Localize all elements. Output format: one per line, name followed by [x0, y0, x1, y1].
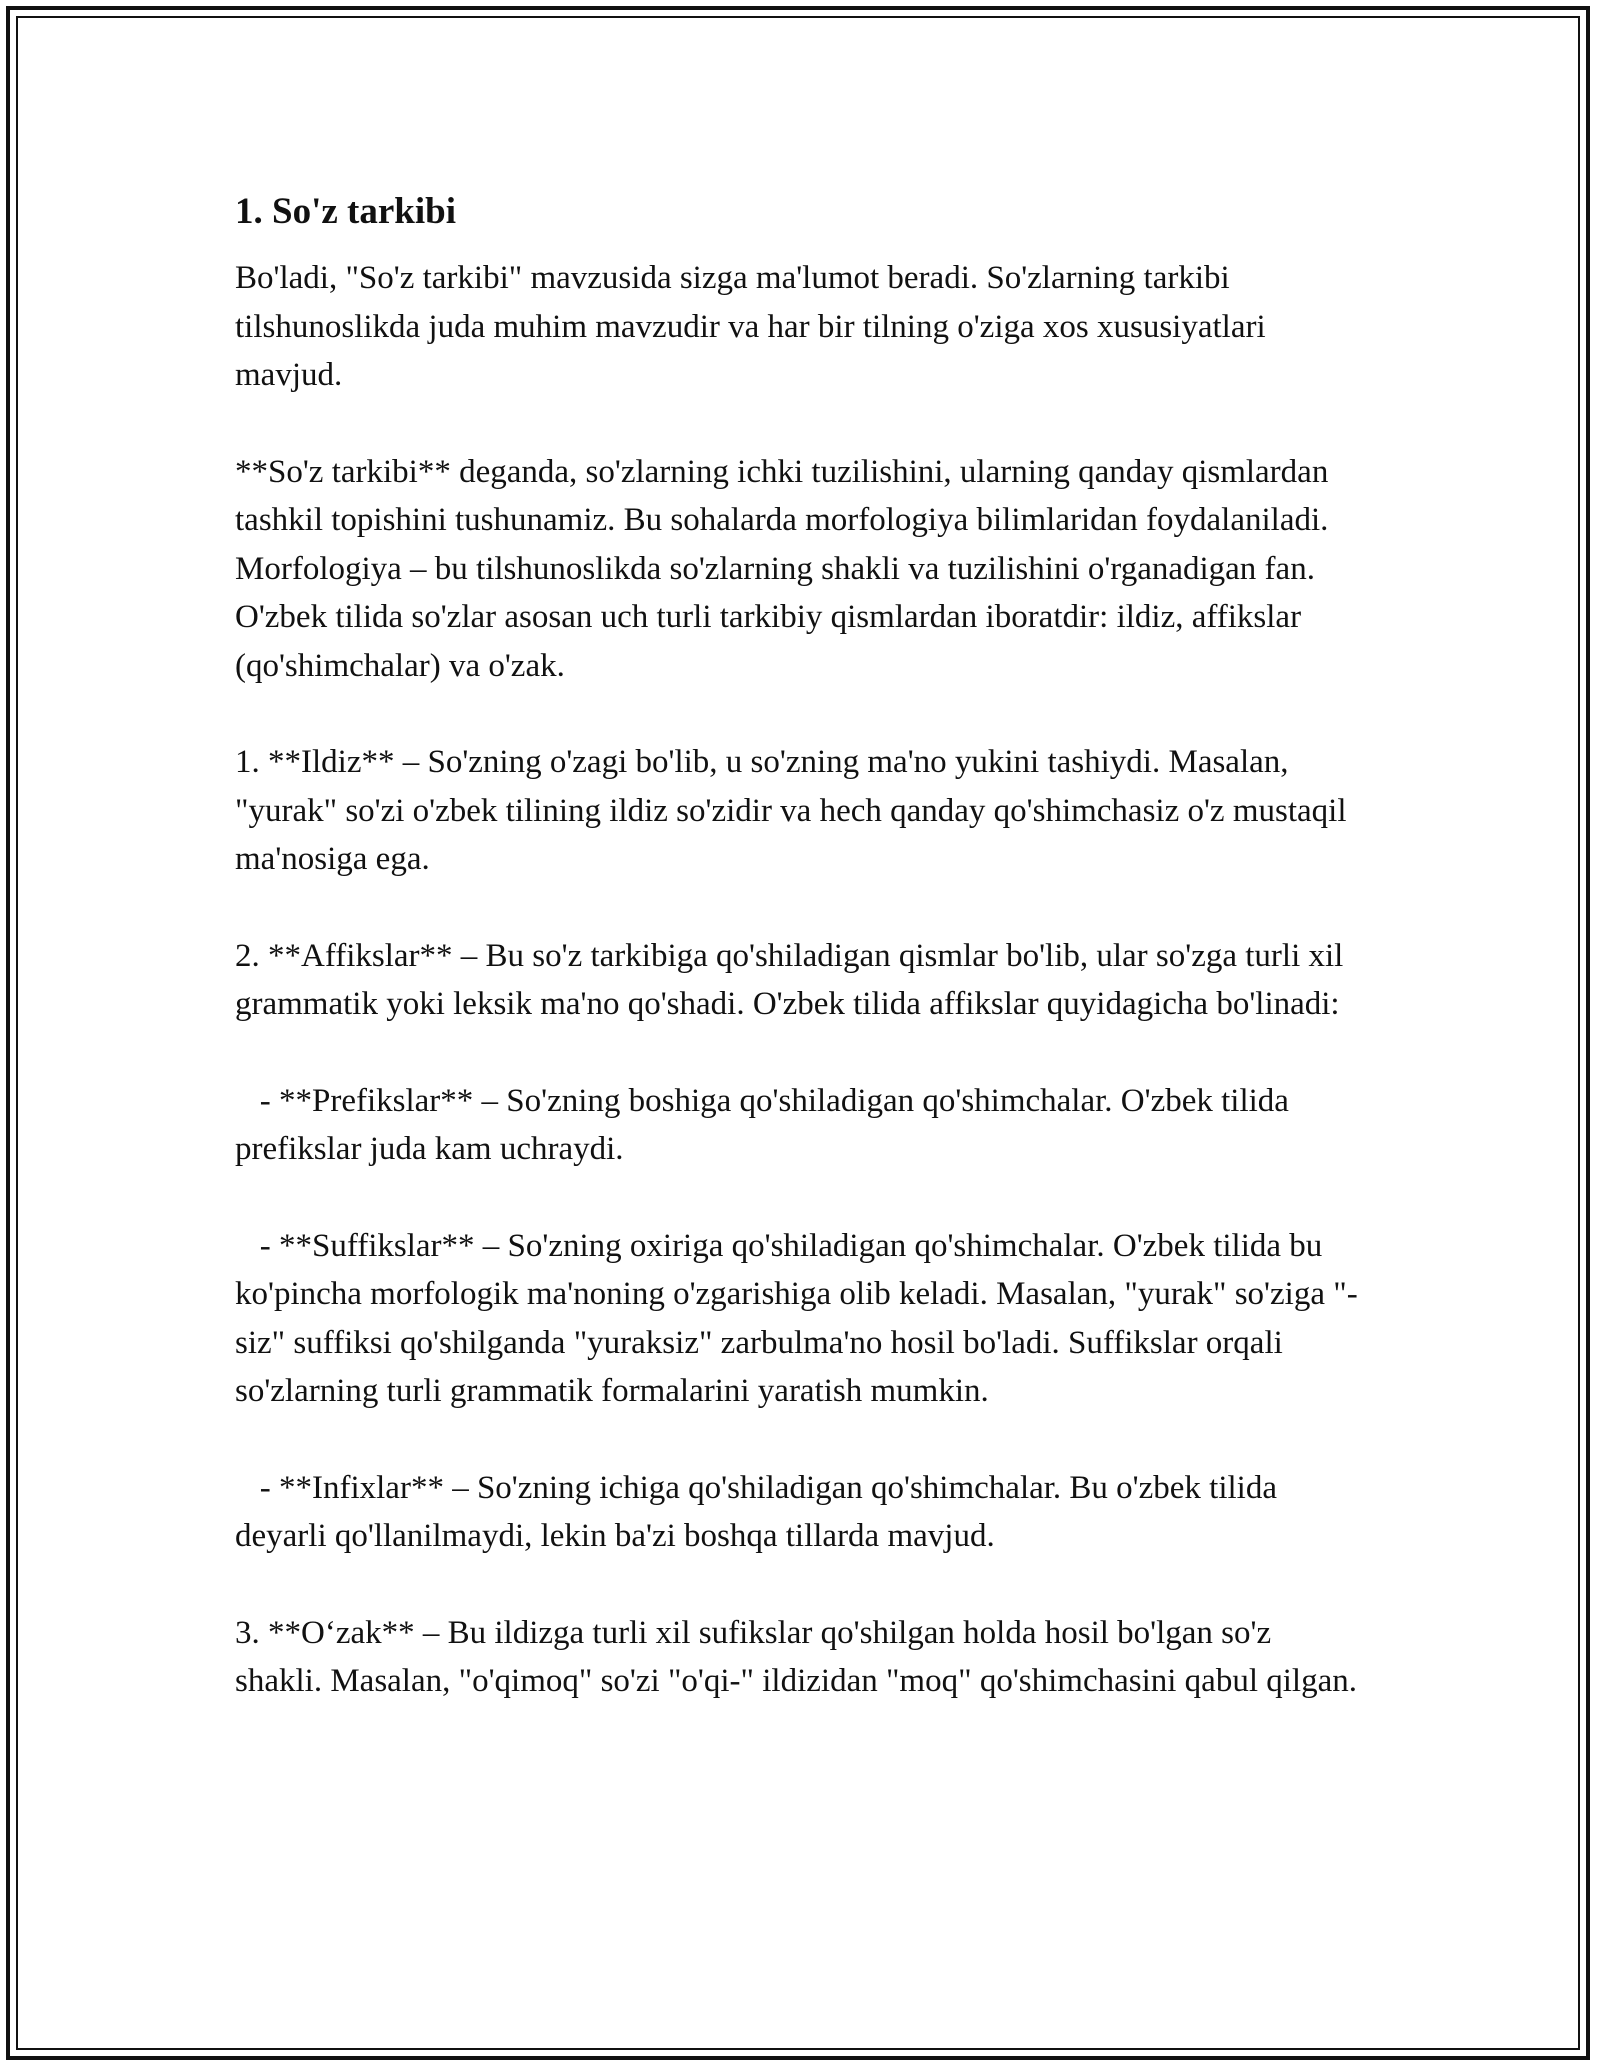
paragraph-suffikslar: - **Suffikslar** – So'zning oxiriga qo'shiladigan qo'shimchalar. O'zbek tilida bu ko'pincha morfologik ma'noning o'zgarishiga olib keladi. Masalan, "yurak" so'ziga "-siz" suffiksi qo'shilganda "yuraksiz" zarbulma'no hosil bo'ladi. Suffikslar orqali so'zlarning turli grammatik formalarini yaratish mumkin.	[235, 1227, 1358, 1409]
paragraph-prefikslar: - **Prefikslar** – So'zning boshiga qo'shiladigan qo'shimchalar. O'zbek tilida prefikslar juda kam uchraydi.	[235, 1082, 1298, 1167]
paragraph-definition: **So'z tarkibi** deganda, so'zlarning ichki tuzilishini, ularning qanday qismlardan tashkil topishini tushunamiz. Bu sohalarda morfologiya bilimlaridan foydalaniladi. Morfologiya – bu tilshunoslikda so'zlarning shakli va tuzilishini o'rganadigan fan. O'zbek tilida so'zlar asosan uch turli tarkibiy qismlardan iboratdir: ildiz, affikslar (qo'shimchalar) va o'zak.	[235, 453, 1337, 684]
paragraph-affikslar: 2. **Affikslar** – Bu so'z tarkibiga qo'shiladigan qismlar bo'lib, ular so'zga turli xil grammatik yoki leksik ma'no qo'shadi. O'zbek tilida affikslar quyidagicha bo'linadi:	[235, 937, 1352, 1022]
paragraph-ildiz: 1. **Ildiz** – So'zning o'zagi bo'lib, u so'zning ma'no yukini tashiydi. Masalan, "yurak" so'zi o'zbek tilining ildiz so'zidir va hech qanday qo'shimchasiz o'z mustaqil ma'nosiga ega.	[235, 744, 1355, 877]
paragraph-ozak: 3. **O‘zak** – Bu ildizga turli xil sufikslar qo'shilgan holda hosil bo'lgan so'z shakli. Masalan, "o'qimoq" so'zi "o'qi-" ildizidan "moq" qo'shimchasini qabul qilgan.	[235, 1614, 1357, 1699]
section-heading: 1. So'z tarkibi	[235, 191, 456, 232]
paragraph-intro: Bo'ladi, "So'z tarkibi" mavzusida sizga ma'lumot beradi. So'zlarning tarkibi tilshunoslikda juda muhim mavzudir va har bir tilning o'ziga xos xususiyatlari mavjud.	[235, 260, 1274, 393]
paragraph-infixlar: - **Infixlar** – So'zning ichiga qo'shiladigan qo'shimchalar. Bu o'zbek tilida deyarli qo'llanilmaydi, lekin ba'zi boshqa tillarda mavjud.	[235, 1469, 1286, 1554]
document-body	[235, 188, 1365, 1754]
